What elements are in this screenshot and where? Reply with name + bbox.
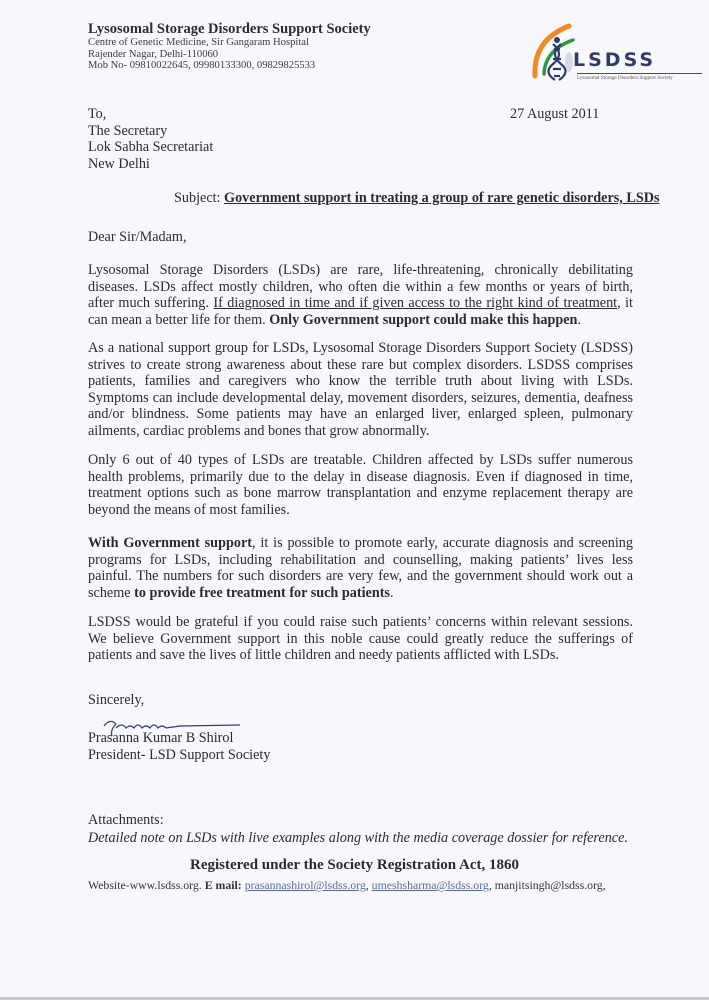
email-link[interactable]: umeshsharma@lsdss.org	[371, 878, 489, 892]
recipient-address	[88, 106, 213, 172]
recipient-line: To,	[88, 106, 107, 122]
attachments-label: Attachments:	[88, 812, 164, 828]
recipient-line: New Delhi	[88, 155, 150, 172]
closing: Sincerely,	[88, 692, 145, 708]
footer-contact: Website-www.lsdss.org. E mail: prasannashirol@lsdss.org, umeshsharma@lsdss.org, manjitsingh@lsdss.org,	[88, 878, 606, 892]
paragraph-5: LSDSS would be grateful if you could raise such patients’ concerns within relevant sessions. We believe Government support in this noble cause could greatly reduce the sufferings of patients and save the lives of little children and needy patients afflicted with LSDs.	[88, 614, 633, 664]
logo-divider	[577, 73, 702, 74]
p1-bold-text: Only Government support could make this happen	[269, 311, 578, 328]
paragraph-1	[88, 262, 633, 328]
org-name: Lysosomal Storage Disorders Support Society	[88, 21, 371, 37]
website-label: Website-www.lsdss.org.	[88, 878, 202, 892]
org-phone: Mob No- 09810022645, 09980133300, 09829825533	[88, 60, 316, 71]
p4-bold-start: With Government support	[88, 535, 252, 551]
email-text: manjitsingh@lsdss.org	[494, 878, 603, 892]
email-label: E mail:	[204, 878, 242, 892]
p1-text-c: .	[577, 311, 581, 328]
paragraph-3: Only 6 out of 40 types of LSDs are treatable. Children affected by LSDs suffer numerous health problems, primarily due to the delay in disease diagnosis. Even if diagnosed in time, treatment options such as bone marrow transplantation and enzyme replacement therapy are beyond the means of most families.	[88, 452, 633, 518]
letterhead	[88, 21, 371, 72]
paragraph-4	[88, 535, 633, 601]
org-address-line1: Centre of Genetic Medicine, Sir Gangaram Hospital	[88, 37, 309, 48]
subject-label: Subject:	[174, 190, 221, 206]
attachments-text: Detailed note on LSDs with live examples along with the media coverage dossier for reference.	[88, 830, 628, 846]
salutation: Dear Sir/Madam,	[88, 229, 187, 245]
recipient-line: Lok Sabha Secretariat	[88, 139, 214, 155]
registration-line: Registered under the Society Registration Act, 1860	[190, 857, 519, 873]
email-link[interactable]: prasannashirol@lsdss.org	[244, 878, 366, 892]
p1-text-b: , it can mean a better life for them.	[88, 295, 633, 328]
p1-text-a: Lysosomal Storage Disorders (LSDs) are rare, life-threatening, chronically debilitating diseases. LSDs affect mostly children, who often die within a few months or years of birth, after much suffering.	[88, 262, 633, 312]
subject-line	[174, 190, 660, 207]
logo-text: LSDSS	[573, 49, 657, 71]
paragraph-2: As a national support group for LSDs, Lysosomal Storage Disorders Support Society (LSDSS) strives to create strong awareness about these rare but complex disorders. LSDSS comprises patients, families and caregivers who know the terrible truth about living with LSDs. Symptoms can include developmental delay, movement disorders, seizures, dementia, deafness and/or blindness. Some patients may have an enlarged liver, enlarged spleen, pulmonary ailments, cardiac problems and bones that grow abnormally.	[88, 340, 633, 439]
p1-underlined-text: If diagnosed in time and if given access to the right kind of treatment	[213, 295, 618, 312]
subject-text: Government support in treating a group of rare genetic disorders, LSDs	[224, 190, 660, 206]
p4-bold-end: to provide free treatment for such patients	[134, 584, 390, 601]
recipient-line: The Secretary	[88, 122, 168, 139]
org-address-line2: Rajender Nagar, Delhi-110060	[88, 48, 219, 60]
letter-date: 27 August 2011	[510, 106, 600, 122]
lsdss-logo	[525, 18, 705, 90]
logo-tagline: Lysosomal Storage Disorders Support Society	[577, 75, 673, 81]
signer-name: Prasanna Kumar B Shirol	[88, 730, 234, 746]
signer-title: President- LSD Support Society	[88, 747, 271, 763]
p4-text-b: .	[389, 584, 394, 601]
p4-text-a: , it is possible to promote early, accurate diagnosis and screening programs for LSDs, including rehabilitation and counselling, making patients’ lives less painful. The numbers for such disorders are very few, and the government should work out a scheme	[88, 535, 633, 601]
